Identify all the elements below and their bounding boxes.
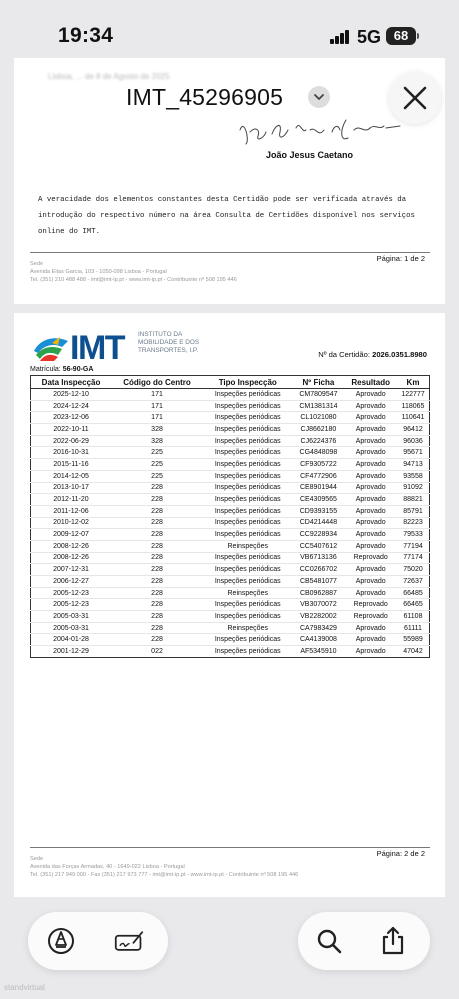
table-cell: 2005-03-31	[31, 622, 112, 634]
table-cell: Aprovado	[344, 587, 397, 599]
share-button[interactable]	[378, 926, 408, 956]
table-cell: 55989	[397, 634, 430, 646]
table-cell: Aprovado	[344, 470, 397, 482]
document-page-2	[14, 313, 445, 897]
status-time: 19:34	[58, 24, 114, 47]
table-cell: 91092	[397, 482, 430, 494]
page-number: Página: 1 de 2	[376, 254, 425, 263]
table-row	[31, 482, 430, 494]
table-cell: Inspeções periódicas	[203, 424, 293, 436]
table-cell: 228	[111, 494, 203, 506]
table-cell: 228	[111, 576, 203, 588]
table-row	[31, 529, 430, 541]
table-cell: 85791	[397, 505, 430, 517]
table-cell: 2025-12-10	[31, 389, 112, 401]
table-cell: 66465	[397, 599, 430, 611]
table-cell: Aprovado	[344, 435, 397, 447]
table-cell: CA7983429	[292, 622, 344, 634]
table-cell: Reinspeções	[203, 622, 293, 634]
imt-logo-mark	[32, 333, 70, 363]
table-cell: Inspeções periódicas	[203, 646, 293, 658]
table-cell: CF9305722	[292, 459, 344, 471]
signature-icon	[114, 927, 144, 955]
table-cell: Inspeções periódicas	[203, 494, 293, 506]
table-cell: 72637	[397, 576, 430, 588]
table-cell: 2015-11-16	[31, 459, 112, 471]
table-cell: Inspeções periódicas	[203, 470, 293, 482]
table-cell: 2010-12-02	[31, 517, 112, 529]
watermark: standvirtual	[4, 983, 45, 992]
column-header: Código do Centro	[111, 376, 203, 389]
table-cell: Aprovado	[344, 517, 397, 529]
close-icon	[402, 85, 428, 111]
logo-subtitle-line: MOBILIDADE E DOS	[138, 339, 200, 346]
table-cell: Aprovado	[344, 412, 397, 424]
table-cell: 47042	[397, 646, 430, 658]
table-cell: Aprovado	[344, 505, 397, 517]
table-cell: 228	[111, 552, 203, 564]
footer-line: Avenida Elias Garcia, 103 - 1050-098 Lisboa - Portugal	[30, 269, 167, 275]
table-cell: 225	[111, 447, 203, 459]
table-cell: 228	[111, 540, 203, 552]
table-cell: 95671	[397, 447, 430, 459]
table-row	[31, 447, 430, 459]
table-cell: Inspeções periódicas	[203, 505, 293, 517]
document-actions-toolbar	[298, 912, 430, 970]
table-cell: 2007-12-31	[31, 564, 112, 576]
table-cell: 2011-12-06	[31, 505, 112, 517]
certificate-value: 2026.0351.8980	[372, 350, 427, 359]
inspection-table-body	[31, 389, 430, 658]
table-cell: 2005-03-31	[31, 611, 112, 623]
table-row	[31, 470, 430, 482]
table-cell: 2016-10-31	[31, 447, 112, 459]
table-cell: Aprovado	[344, 529, 397, 541]
table-cell: 61108	[397, 611, 430, 623]
title-menu-button[interactable]	[308, 86, 330, 108]
table-cell: 2001-12-29	[31, 646, 112, 658]
table-row	[31, 400, 430, 412]
table-cell: 96412	[397, 424, 430, 436]
table-cell: VB6713136	[292, 552, 344, 564]
table-cell: Inspeções periódicas	[203, 459, 293, 471]
table-cell: Inspeções periódicas	[203, 435, 293, 447]
table-cell: Inspeções periódicas	[203, 552, 293, 564]
table-cell: Inspeções periódicas	[203, 482, 293, 494]
table-cell: CJ6224376	[292, 435, 344, 447]
table-cell: 75020	[397, 564, 430, 576]
table-cell: 228	[111, 611, 203, 623]
logo-subtitle-line: TRANSPORTES, I.P.	[138, 347, 199, 354]
logo-subtitle	[138, 331, 218, 355]
table-cell: Inspeções periódicas	[203, 634, 293, 646]
column-header: Tipo Inspecção	[203, 376, 293, 389]
table-row	[31, 435, 430, 447]
table-row	[31, 494, 430, 506]
table-cell: 228	[111, 587, 203, 599]
table-cell: Inspeções periódicas	[203, 447, 293, 459]
table-cell: 2004-01-28	[31, 634, 112, 646]
table-row	[31, 564, 430, 576]
table-cell: 2024-12-24	[31, 400, 112, 412]
table-cell: 225	[111, 470, 203, 482]
network-type: 5G	[357, 27, 382, 47]
table-cell: VB3070072	[292, 599, 344, 611]
handwritten-signature	[236, 110, 406, 148]
table-cell: 122777	[397, 389, 430, 401]
table-cell: Aprovado	[344, 447, 397, 459]
table-cell: 228	[111, 482, 203, 494]
signer-name: João Jesus Caetano	[265, 150, 354, 160]
table-cell: 61111	[397, 622, 430, 634]
table-cell: CE8901944	[292, 482, 344, 494]
table-cell: 2008-12-26	[31, 552, 112, 564]
column-header: Data Inspecção	[31, 376, 112, 389]
search-icon	[315, 927, 343, 955]
column-header: Resultado	[344, 376, 397, 389]
table-row	[31, 576, 430, 588]
table-cell: 2008-12-26	[31, 540, 112, 552]
table-cell: 171	[111, 400, 203, 412]
table-cell: Inspeções periódicas	[203, 599, 293, 611]
verification-text: A veracidade dos elementos constantes desta Certidão pode ser verificada através da introdução do respectivo número na área Consulta de Certidões disponível nos serviços online do IMT.	[38, 196, 415, 236]
table-cell: 171	[111, 412, 203, 424]
table-row	[31, 505, 430, 517]
chevron-down-icon	[313, 91, 325, 103]
table-cell: 228	[111, 634, 203, 646]
table-cell: 328	[111, 435, 203, 447]
table-cell: 171	[111, 389, 203, 401]
table-cell: 2014-12-05	[31, 470, 112, 482]
table-row	[31, 599, 430, 611]
column-header: Km	[397, 376, 430, 389]
markup-button[interactable]	[46, 926, 76, 956]
table-cell: Reinspeções	[203, 587, 293, 599]
table-row	[31, 611, 430, 623]
table-cell: Aprovado	[344, 622, 397, 634]
table-cell: Aprovado	[344, 424, 397, 436]
table-cell: 2012-11-20	[31, 494, 112, 506]
table-cell: 228	[111, 529, 203, 541]
table-cell: CE4309565	[292, 494, 344, 506]
table-cell: CC5407612	[292, 540, 344, 552]
table-cell: Inspeções periódicas	[203, 576, 293, 588]
footer-line: Avenida das Forças Armadas, 40 - 1649-022 Lisboa - Portugal	[30, 864, 185, 870]
footer-divider	[30, 847, 430, 848]
table-cell: 228	[111, 505, 203, 517]
faded-date-line: Lisboa, ... de 8 de Agosto de 2025	[48, 72, 170, 81]
table-cell: 96036	[397, 435, 430, 447]
document-title[interactable]: IMT_45296905	[126, 84, 284, 110]
plate-value: 56-90-GA	[62, 366, 94, 373]
imt-logo	[32, 327, 212, 367]
certificate-number	[318, 350, 427, 359]
table-cell: Inspeções periódicas	[203, 389, 293, 401]
table-row	[31, 459, 430, 471]
table-cell: CM7809547	[292, 389, 344, 401]
table-header-row	[31, 376, 430, 389]
table-row	[31, 646, 430, 658]
table-cell: VB2282002	[292, 611, 344, 623]
table-cell: Aprovado	[344, 576, 397, 588]
plate-label: Matrícula:	[30, 366, 61, 373]
column-header: Nº Ficha	[292, 376, 344, 389]
table-cell: Inspeções periódicas	[203, 400, 293, 412]
table-cell: Aprovado	[344, 389, 397, 401]
logo-wordmark: IMT	[70, 329, 125, 367]
table-cell: 93558	[397, 470, 430, 482]
table-row	[31, 424, 430, 436]
table-cell: Aprovado	[344, 634, 397, 646]
table-cell: 77194	[397, 540, 430, 552]
table-cell: CC0266702	[292, 564, 344, 576]
table-cell: CJ8662180	[292, 424, 344, 436]
table-cell: Inspeções periódicas	[203, 611, 293, 623]
footer-line: Sede	[30, 856, 44, 862]
table-cell: 2013-10-17	[31, 482, 112, 494]
cellular-signal-icon	[330, 30, 350, 44]
share-icon	[379, 926, 407, 956]
page-number: Página: 2 de 2	[376, 849, 425, 858]
footer-line: Tel. (351) 217 949 000 - Fax (351) 217 973 777 - imt@imt-ip.pt - www.imt-ip.pt - Contribuinte nº 508 195 446	[30, 872, 299, 878]
table-cell: 228	[111, 517, 203, 529]
table-cell: CB5481077	[292, 576, 344, 588]
table-row	[31, 634, 430, 646]
table-cell: 2005-12-23	[31, 587, 112, 599]
table-cell: CF4772906	[292, 470, 344, 482]
table-cell: Aprovado	[344, 646, 397, 658]
table-cell: Inspeções periódicas	[203, 517, 293, 529]
table-cell: Inspeções periódicas	[203, 412, 293, 424]
table-cell: 77174	[397, 552, 430, 564]
table-cell: 2022-10-11	[31, 424, 112, 436]
page-footer	[30, 855, 298, 879]
table-cell: Aprovado	[344, 564, 397, 576]
close-button[interactable]	[389, 72, 441, 124]
certificate-label: Nº da Certidão:	[318, 350, 370, 359]
search-button[interactable]	[314, 926, 344, 956]
table-row	[31, 517, 430, 529]
inspection-table	[30, 375, 430, 658]
table-row	[31, 622, 430, 634]
table-cell: 82223	[397, 517, 430, 529]
table-cell: Aprovado	[344, 540, 397, 552]
battery-tip	[417, 33, 419, 39]
table-row	[31, 389, 430, 401]
table-cell: CD9393155	[292, 505, 344, 517]
table-row	[31, 552, 430, 564]
table-cell: CC9228934	[292, 529, 344, 541]
annotation-toolbar	[28, 912, 168, 970]
table-cell: Inspeções periódicas	[203, 529, 293, 541]
table-row	[31, 412, 430, 424]
battery-icon	[386, 27, 416, 45]
table-cell: 2022-06-29	[31, 435, 112, 447]
table-cell: 328	[111, 424, 203, 436]
table-cell: Aprovado	[344, 482, 397, 494]
table-cell: 79533	[397, 529, 430, 541]
table-cell: Inspeções periódicas	[203, 564, 293, 576]
table-cell: Reprovado	[344, 599, 397, 611]
table-cell: Reprovado	[344, 552, 397, 564]
table-cell: CB0962887	[292, 587, 344, 599]
table-row	[31, 540, 430, 552]
table-cell: 228	[111, 599, 203, 611]
footer-divider	[30, 252, 430, 253]
table-cell: 88821	[397, 494, 430, 506]
table-cell: 94713	[397, 459, 430, 471]
table-cell: 228	[111, 564, 203, 576]
footer-line: Tel. (351) 210 488 488 - imt@imt-ip.pt - www.imt-ip.pt - Contribuinte nº 508 195 446	[30, 277, 237, 283]
table-cell: Reinspeções	[203, 540, 293, 552]
table-cell: 110641	[397, 412, 430, 424]
table-cell: 2006-12-27	[31, 576, 112, 588]
table-cell: CG4848098	[292, 447, 344, 459]
logo-subtitle-line: INSTITUTO DA	[138, 331, 183, 338]
signature-button[interactable]	[114, 926, 144, 956]
table-row	[31, 587, 430, 599]
table-cell: 022	[111, 646, 203, 658]
markup-pen-icon	[47, 927, 75, 955]
table-cell: Aprovado	[344, 459, 397, 471]
table-cell: CM1381314	[292, 400, 344, 412]
page-footer	[30, 260, 237, 284]
table-cell: 2009-12-07	[31, 529, 112, 541]
table-cell: 118065	[397, 400, 430, 412]
table-cell: CL1021080	[292, 412, 344, 424]
table-cell: 2005-12-23	[31, 599, 112, 611]
table-cell: CD4214448	[292, 517, 344, 529]
table-cell: 228	[111, 622, 203, 634]
table-cell: Aprovado	[344, 400, 397, 412]
plate-number	[30, 366, 93, 373]
footer-line: Sede	[30, 261, 44, 267]
table-cell: AF5345910	[292, 646, 344, 658]
table-cell: CA4139008	[292, 634, 344, 646]
table-cell: 66485	[397, 587, 430, 599]
table-cell: Aprovado	[344, 494, 397, 506]
table-cell: Reprovado	[344, 611, 397, 623]
table-cell: 2023-12-06	[31, 412, 112, 424]
table-cell: 225	[111, 459, 203, 471]
battery-level: 68	[393, 28, 409, 43]
